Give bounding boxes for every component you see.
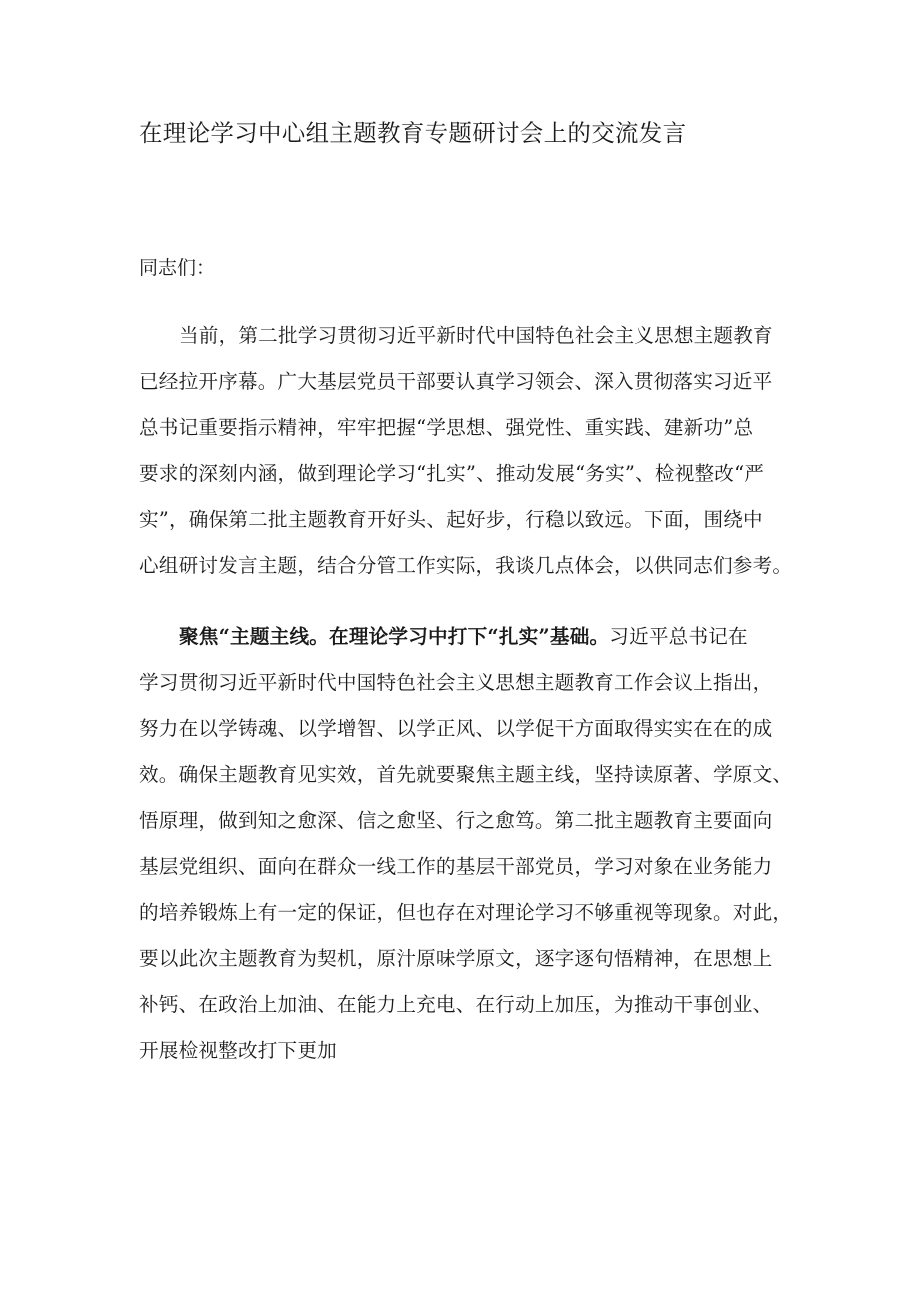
paragraph-2-heading: 聚焦“主题主线。在理论学习中打下“扎实”基础。 xyxy=(179,625,610,648)
paragraph-2-line-10: 开展检视整改打下更加 xyxy=(139,1039,337,1062)
document-title: 在理论学习中心组主题教育专题研讨会上的交流发言 xyxy=(139,119,687,147)
paragraph-2-line-4: 效。确保主题教育见实效，首先就要聚焦主题主线，坚持读原著、学原文、 xyxy=(139,763,793,786)
paragraph-2-line-9: 补钙、在政治上加油、在能力上充电、在行动上加压，为推动干事创业、 xyxy=(139,993,773,1016)
paragraph-1-line-6: 心组研讨发言主题，结合分管工作实际，我谈几点体会，以供同志们参考。 xyxy=(139,554,793,577)
paragraph-1-line-3: 总书记重要指示精神，牢牢把握“学思想、强党性、重实践、建新功”总 xyxy=(139,416,754,439)
paragraph-1-line-2: 已经拉开序幕。广大基层党员干部要认真学习领会、深入贯彻落实习近平 xyxy=(139,370,773,393)
paragraph-2-line-6: 基层党组织、面向在群众一线工作的基层干部党员，学习对象在业务能力 xyxy=(139,855,773,878)
paragraph-2-line-3: 努力在以学铸魂、以学增智、以学正风、以学促干方面取得实实在在的成 xyxy=(139,717,773,740)
paragraph-2-line-8: 要以此次主题教育为契机，原汁原味学原文，逐字逐句悟精神，在思想上 xyxy=(139,947,773,970)
paragraph-2-line-1-rest: 习近平总书记在 xyxy=(609,625,748,648)
paragraph-2-line-7: 的培养锻炼上有一定的保证，但也存在对理论学习不够重视等现象。对此， xyxy=(139,901,793,924)
paragraph-1-line-5: 实”，确保第二批主题教育开好头、起好步，行稳以致远。下面，围绕中 xyxy=(139,508,763,531)
paragraph-2-line-5: 悟原理，做到知之愈深、信之愈坚、行之愈笃。第二批主题教育主要面向 xyxy=(139,809,773,832)
paragraph-1-line-1: 当前，第二批学习贯彻习近平新时代中国特色社会主义思想主题教育 xyxy=(179,324,773,347)
salutation: 同志们： xyxy=(139,257,216,279)
paragraph-2-line-1 xyxy=(179,621,748,653)
paragraph-1-line-4: 要求的深刻内涵，做到理论学习“扎实”、推动发展“务实”、检视整改“严 xyxy=(139,462,765,485)
paragraph-2-line-2: 学习贯彻习近平新时代中国特色社会主义思想主题教育工作会议上指出， xyxy=(139,671,773,694)
